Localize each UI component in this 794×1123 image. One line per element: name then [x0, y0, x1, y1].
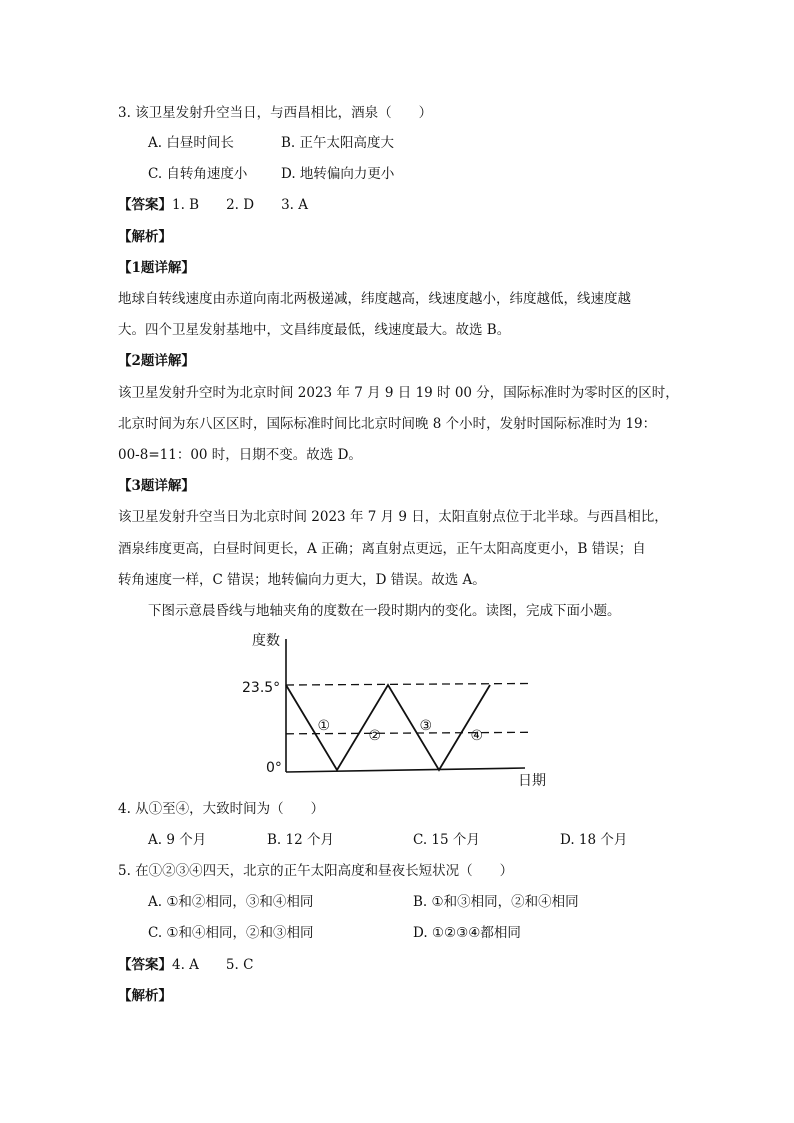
detail-1-line-2: 大。四个卫星发射基地中，文昌纬度最低，线速度最大。故选 B。 — [118, 322, 511, 338]
answer-label: 【答案】 — [118, 197, 172, 213]
reference-line-1 — [286, 684, 528, 686]
detail-3-title: 【3题详解】 — [118, 478, 195, 494]
marker-4: ④ — [470, 727, 484, 744]
marker-1: ① — [317, 717, 331, 734]
terminator-angle-chart — [230, 625, 560, 795]
marker-3: ③ — [419, 717, 433, 734]
figure-intro: 下图示意晨昏线与地轴夹角的度数在一段时期内的变化。读图，完成下面小题。 — [148, 603, 621, 619]
detail-2-title: 【2题详解】 — [118, 353, 195, 369]
q5-option-a: A. ①和②相同，③和④相同 — [148, 894, 314, 910]
q3-option-d: D. 地转偏向力更小 — [281, 166, 395, 182]
q4-option-c: C. 15 个月 — [413, 832, 480, 848]
analysis-heading-1: 【解析】 — [118, 229, 172, 245]
detail-2-line-1: 该卫星发射升空时为北京时间 2023 年 7 月 9 日 19 时 00 分，国际标准时为零时区的区时， — [118, 385, 679, 401]
q4-option-d: D. 18 个月 — [560, 832, 628, 848]
detail-1-title: 【1题详解】 — [118, 260, 195, 276]
x-axis — [286, 768, 525, 772]
q5-option-d: D. ①②③④都相同 — [413, 925, 521, 941]
q3-option-a: A. 白昼时间长 — [148, 135, 234, 151]
detail-2-line-2: 北京时间为东八区区时，国际标准时间比北京时间晚 8 个小时，发射时国际标准时为 19： — [118, 416, 657, 432]
q3-option-c: C. 自转角速度小 — [148, 166, 248, 182]
detail-3-line-1: 该卫星发射升空当日为北京时间 2023 年 7 月 9 日，太阳直射点位于北半球。与西昌相比， — [118, 509, 668, 525]
y-tick-top: 23.5° — [242, 680, 281, 696]
answer-label: 【答案】 — [118, 957, 172, 973]
q5-option-b: B. ①和③相同，②和④相同 — [413, 894, 579, 910]
q4-option-b: B. 12 个月 — [267, 832, 334, 848]
answer-text: 1. B 2. D 3. A — [172, 197, 309, 213]
detail-2-line-3: 00-8=11：00 时，日期不变。故选 D。 — [118, 447, 362, 463]
question-4-stem: 4. 从①至④，大致时间为（ ） — [118, 801, 325, 817]
y-tick-zero: 0° — [266, 760, 282, 776]
detail-3-line-3: 转角速度一样，C 错误；地转偏向力更大，D 错误。故选 A。 — [118, 572, 486, 588]
q5-option-c: C. ①和④相同，②和③相同 — [148, 925, 314, 941]
question-5-stem: 5. 在①②③④四天，北京的正午太阳高度和昼夜长短状况（ ） — [118, 863, 514, 879]
detail-3-line-2: 酒泉纬度更高，白昼时间更长，A 正确；离直射点更远，正午太阳高度更小，B 错误；自 — [118, 541, 646, 557]
answer-text: 4. A 5. C — [172, 957, 254, 973]
answer-block-2 — [118, 955, 253, 975]
answer-block-1 — [118, 195, 308, 215]
marker-2: ② — [368, 727, 382, 744]
x-axis-label: 日期 — [518, 773, 546, 789]
question-3-stem: 3. 该卫星发射升空当日，与西昌相比，酒泉（ ） — [118, 105, 433, 121]
y-axis-label: 度数 — [252, 633, 280, 649]
q4-option-a: A. 9 个月 — [148, 832, 207, 848]
q3-option-b: B. 正午太阳高度大 — [281, 135, 395, 151]
analysis-heading-2: 【解析】 — [118, 988, 172, 1004]
detail-1-line-1: 地球自转线速度由赤道向南北两极递减，纬度越高，线速度越小，纬度越低，线速度越 — [118, 291, 631, 307]
